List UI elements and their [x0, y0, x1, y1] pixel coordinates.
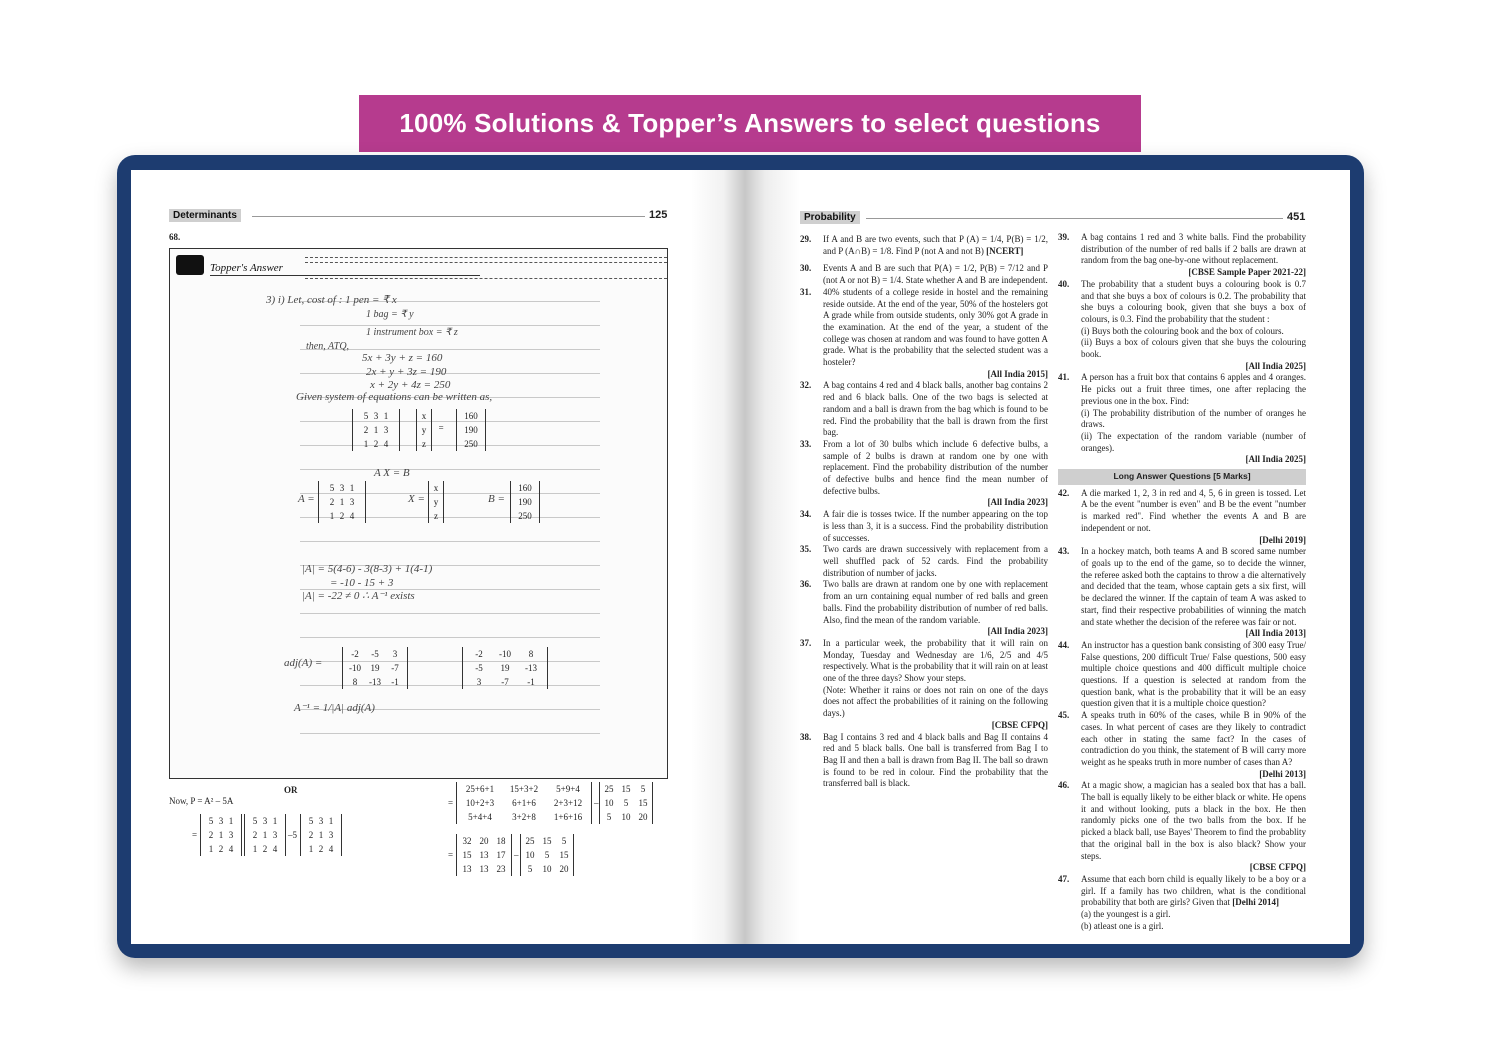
chapter-chip-left: Determinants [169, 209, 241, 222]
matrix-sum: 25+6+1 15+3+2 5+9+4 10+2+3 6+1+6 2+3+12 5+4+4 3+2+8 1+6+16 [456, 782, 592, 824]
question-35: 35. Two cards are drawn successively with replacement from a well shuffled pack of 52 cards. Find the probability distribution of number of jacks. [800, 544, 1048, 578]
hw-matrix-a2: 5 3 1 2 1 3 1 2 4 [318, 481, 366, 523]
hw-line: A⁻¹ = 1/|A| adj(A) [294, 702, 375, 714]
equals-sign: = [448, 798, 454, 808]
matrix-subtract-1: 25 15 5 10 5 15 5 10 20 [599, 782, 653, 824]
dashed-rule [305, 278, 667, 279]
topper-header-rule [210, 275, 480, 276]
question-44: 44. An instructor has a question bank consisting of 300 easy True/ False questions, 200 difficult True/ False questions, 500 easy multiple choice questions and 400 difficult multiple choice questions. If a question is selected at random from the question bank, what is the probability that it will be an easy question given that it is a multiple choice question? [1058, 639, 1306, 709]
chapter-chip-right: Probability [800, 211, 860, 224]
now-line: Now, P = A² – 5A [169, 796, 234, 806]
hw-line: 5x + 3y + z = 160 [362, 352, 443, 364]
question-32: 32. A bag contains 4 red and 4 black balls, another bag contains 2 red and 6 black balls. One of the two bags is selected at random and a ball is drawn from the bag which is found to be red. Find the probability that the ball is drawn from the first bag. [800, 380, 1048, 438]
question-41: 41. A person has a fruit box that contains 6 apples and 4 oranges. He picks out a fruit three times, one after replacing the previous one in the box. Find: (i) The probability distribution of the number of oranges he draws. (ii) The expectation of the random variable (number of oranges). [All India 2025] [1058, 372, 1306, 465]
ruled-line [300, 325, 600, 326]
ruled-line [300, 469, 600, 470]
hw-matrix-adj: -2 -10 8 -5 19 -13 3 -7 -1 [462, 647, 548, 689]
minus-sign: – [594, 798, 599, 808]
question-37: 37. In a particular week, the probability that it will rain on Monday, Tuesday and Wednesday are 1/6, 2/5 and 4/5 respectively. What is the probability that it will rain on at least one of the three days? Show your steps. (Note: Whether it rains or does not rain on one of the days does not affect the probabilities of it raining on the following days.) [CBSE CFPQ] [800, 637, 1048, 730]
hw-matrix-cof: -2 -5 3 -10 19 -7 8 -13 -1 [342, 647, 408, 689]
topper-answer-header [170, 249, 669, 279]
hw-matrix-x: x y z [416, 409, 432, 451]
hw-line: x + 2y + 4z = 250 [370, 379, 451, 391]
hw-line: 1 bag = ₹ y [366, 309, 414, 320]
question-43: 43. In a hockey match, both teams A and B scored same number of goals up to the end of the game, so to decide the winner, the referee asked both the captains to throw a die alternatively and decided that the team, whose captain gets a six first, will be declared the winner. If the captain of team A was asked to start, find their respective probabilities of winning the match and state whether the decision of the referee was fair or not. [All India 2013] [1058, 546, 1306, 639]
dashed-rule [305, 262, 667, 263]
header-rule-left [252, 216, 645, 217]
ruled-line [300, 373, 600, 374]
hw-line: A X = B [374, 467, 410, 479]
ruled-line [300, 637, 600, 638]
hw-matrix-b: 160 190 250 [456, 409, 486, 451]
ruled-line [300, 613, 600, 614]
equals-sign: = [448, 850, 454, 860]
question-31: 31. 40% students of a college reside in hostel and the remaining reside outside. At the end of the year, 50% of the hostelers got A grade while from outside students, only 30% got A grade in the examination. At the end of the year, a student of the college was chosen at random and was found to have gotten A grade. What is the probability that the selected student was a hosteler? [All India 2015] [800, 286, 1048, 379]
promo-banner [359, 95, 1141, 152]
right-column-2 [1058, 232, 1306, 931]
topper-answer-scan [169, 248, 668, 779]
hw-line: 1 instrument box = ₹ z [366, 327, 458, 338]
hw-line: then, ATQ, [306, 341, 350, 352]
question-42: 42. A die marked 1, 2, 3 in red and 4, 5, 6 in green is tossed. Let A be the event "number is even" and B be the event "number is marked red". Find whether the events A and B are independent or not. [Delhi 2019] [1058, 487, 1306, 545]
matrix-a-third: 5 3 1 2 1 3 1 2 4 [300, 814, 342, 856]
hw-line: X = [408, 493, 425, 505]
banner-title: 100% Solutions & Topper’s Answers to select questions [399, 108, 1101, 138]
hw-line: |A| = -22 ≠ 0 ∴ A⁻¹ exists [302, 590, 415, 602]
question-30: 30. Events A and B are such that P(A) = 1/2, P(B) = 7/12 and P (not A or not B) = 1/4. State whether A and B are independent. [800, 263, 1048, 286]
ruled-line [300, 733, 600, 734]
question-34: 34. A fair die is tosses twice. If the number appearing on the top is less than 3, it is a success. Find the probability distribution of successes. [800, 509, 1048, 543]
question-29: 29. If A and B are two events, such that P (A) = 1/4, P(B) = 1/2, and P (A∩B) = 1/8. Find P (not A and not B) [NCERT] [800, 234, 1048, 256]
question-33: 33. From a lot of 30 bulbs which include 6 defective bulbs, a sample of 2 bulbs is drawn at random one by one with replacement. Find the probability distribution of the number of defective bulbs and hence find the mean number of defective bulbs. [All India 2023] [800, 438, 1048, 508]
question-number: 68. [169, 232, 181, 242]
hw-matrix-x2: x y z [428, 481, 444, 523]
hw-line: B = [488, 493, 505, 505]
hw-matrix-b2: 160 190 250 [510, 481, 540, 523]
dashed-rule [305, 257, 667, 258]
minus-five-label: –5 [288, 830, 297, 840]
question-45: 45. A speaks truth in 60% of the cases, while B in 90% of the cases. In what percent of cases are they likely to contradict each other in stating the same fact? In the cases of contradiction do you think, the statement of B will carry more weight as he speaks truth in more number of cases than A? [Delhi 2013] [1058, 710, 1306, 779]
page-number-right: 451 [1287, 211, 1306, 223]
ruled-line [300, 445, 600, 446]
page-number-left: 125 [649, 209, 668, 221]
question-46: 46. At a magic show, a magician has a sealed box that has a ball. The ball is equally likely to be either black or white. He opens it and without looking, puts a black in the box. He then randomly picks one of the two balls from the box. If he picked a black ball, use Bayes' Theorem to find the probablity that the original ball in the box is also black? Show your steps. [CBSE CFPQ] [1058, 780, 1306, 873]
book-spine-shadow [690, 170, 800, 944]
question-38: 38. Bag I contains 3 red and 4 black balls and Bag II contains 4 red and 5 black balls. One ball is transferred from Bag I to Bag II and then a ball is drawn from Bag II. The ball so drawn is found to be red in colour. Find the probability that the transferred ball is black. [800, 731, 1048, 789]
right-column-1 [800, 234, 1048, 888]
ruled-line [300, 541, 600, 542]
header-rule-right [866, 218, 1283, 219]
question-39: 39. A bag contains 1 red and 3 white balls. Find the probability distribution of the number of red balls if 2 balls are drawn at random from the bag one-by-one without replacement. [CBSE Sample Paper 2021-22] [1058, 232, 1306, 278]
question-47: 47. Assume that each born child is equally likely to be a boy or a girl. If a family has two children, what is the conditional probability that both are girls? Given that [Delhi 2014] (a) the youngest is a girl. (b) atleast one is a girl. [1058, 873, 1306, 931]
or-label: OR [284, 785, 298, 795]
hw-line: A = [298, 493, 315, 505]
question-40: 40. The probability that a student buys a colouring book is 0.7 and that she buys a box of colours is 0.2. The probability that she buys a colouring book, given that she buys a box of colours, is 0.3. Find the probability that the student : (i) Buys both the colouring book and the box of colours. (ii) Buys a box of colours given that she buys the colouring book. [All India 2025] [1058, 278, 1306, 371]
hw-line: |A| = 5(4-6) - 3(8-3) + 1(4-1) [302, 563, 433, 575]
hw-line: Given system of equations can be written as, [296, 391, 493, 403]
matrix-result: 32 20 18 15 13 17 13 13 23 [456, 834, 512, 876]
hw-line: adj(A) = [284, 657, 323, 669]
hw-line: = -10 - 15 + 3 [330, 577, 394, 589]
hw-line: 2x + y + 3z = 190 [366, 366, 447, 378]
hw-equals: = [438, 423, 445, 433]
long-answer-band: Long Answer Questions [5 Marks] [1058, 469, 1306, 485]
topper-logo-icon [176, 255, 204, 275]
question-36: 36. Two balls are drawn at random one by one with replacement from an urn containing equal number of red balls and green balls. Find the probability distribution of number of red balls. Also, find the mean of the random variable. [All India 2023] [800, 579, 1048, 637]
matrix-a-first: 5 3 1 2 1 3 1 2 4 [200, 814, 242, 856]
matrix-subtract-2: 25 15 5 10 5 15 5 10 20 [520, 834, 574, 876]
hw-line: 3) i) Let, cost of : 1 pen = ₹ x [266, 294, 397, 306]
minus-sign: – [514, 850, 519, 860]
hw-matrix-a: 5 3 1 2 1 3 1 2 4 [352, 409, 400, 451]
topper-answer-label: Topper's Answer [210, 262, 283, 274]
equals-sign: = [192, 830, 198, 840]
matrix-a-second: 5 3 1 2 1 3 1 2 4 [244, 814, 286, 856]
ruled-line [300, 421, 600, 422]
